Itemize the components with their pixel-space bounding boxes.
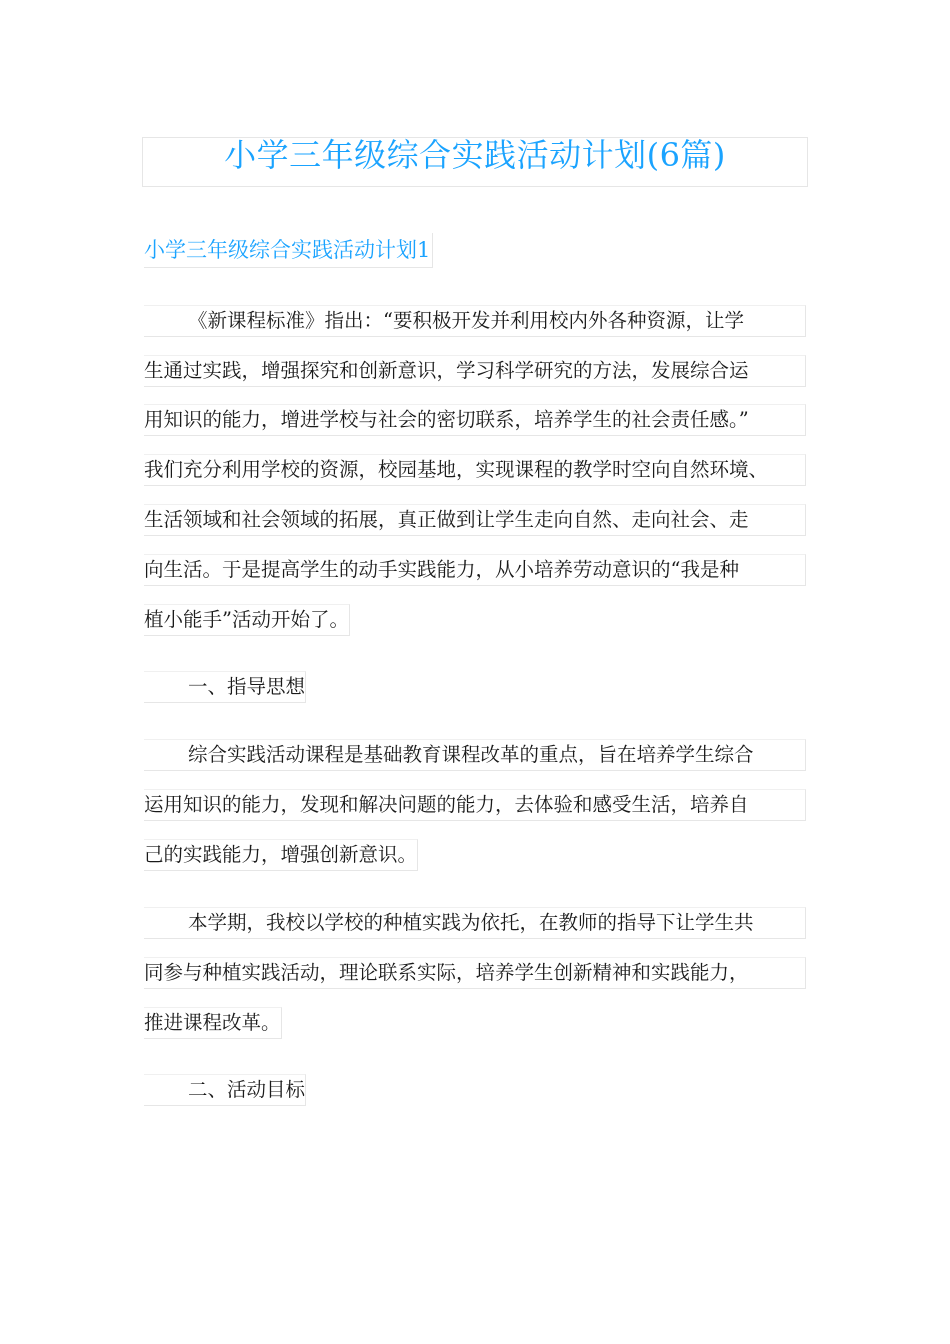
paragraph-line: 生通过实践，增强探究和创新意识，学习科学研究的方法，发展综合运: [144, 355, 806, 387]
section-heading-guiding-ideology: 一、指导思想: [144, 671, 306, 703]
paragraph-line: 推进课程改革。: [144, 1007, 282, 1039]
paragraph-line: 运用知识的能力，发现和解决问题的能力，去体验和感受生活，培养自: [144, 789, 806, 821]
document-title: 小学三年级综合实践活动计划(6篇): [224, 136, 726, 174]
paragraph-line: 植小能手”活动开始了。: [144, 604, 350, 636]
paragraph-line: 用知识的能力，增进学校与社会的密切联系，培养学生的社会责任感。”: [144, 404, 806, 436]
paragraph-line: 《新课程标准》指出：“要积极开发并利用校内外各种资源，让学: [144, 305, 806, 337]
section-heading-activity-goals: 二、活动目标: [144, 1074, 306, 1106]
paragraph-line: 向生活。于是提高学生的动手实践能力，从小培养劳动意识的“我是种: [144, 554, 806, 586]
section-heading: 小学三年级综合实践活动计划1: [144, 233, 433, 268]
paragraph-line: 同参与种植实践活动，理论联系实际，培养学生创新精神和实践能力，: [144, 957, 806, 989]
paragraph-line: 己的实践能力，增强创新意识。: [144, 839, 418, 871]
paragraph-line: 本学期，我校以学校的种植实践为依托，在教师的指导下让学生共: [144, 907, 806, 939]
paragraph-line: 生活领域和社会领域的拓展，真正做到让学生走向自然、走向社会、走: [144, 504, 806, 536]
paragraph-line: 我们充分利用学校的资源，校园基地，实现课程的教学时空向自然环境、: [144, 454, 806, 486]
paragraph-line: 综合实践活动课程是基础教育课程改革的重点，旨在培养学生综合: [144, 739, 806, 771]
title-box: [142, 137, 808, 187]
